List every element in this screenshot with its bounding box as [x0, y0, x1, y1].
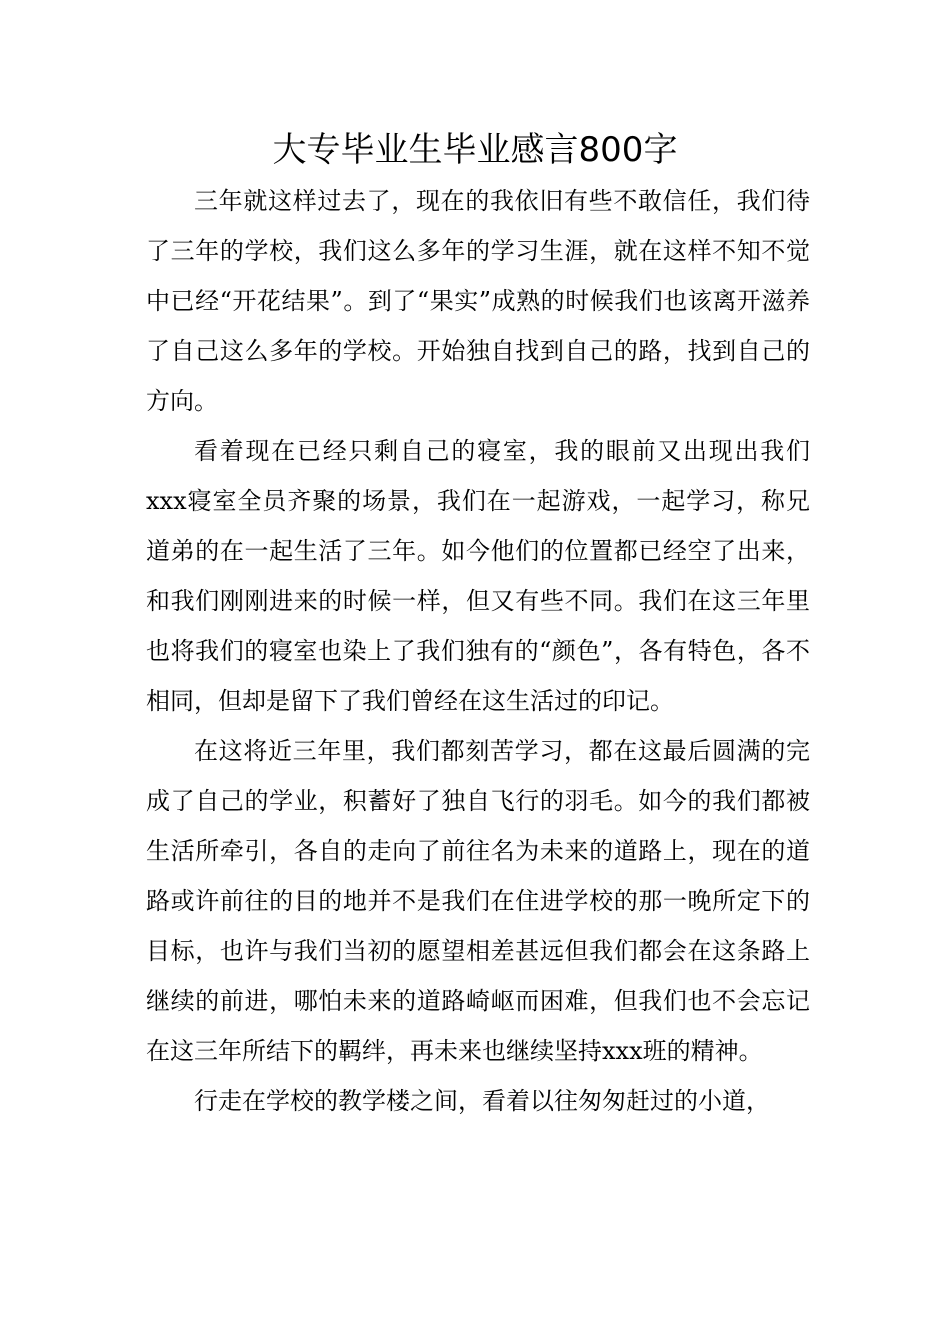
document-body: [146, 176, 810, 1126]
paragraph-1: 三年就这样过去了，现在的我依旧有些不敢信任，我们待了三年的学校，我们这么多年的学习生涯，就在这样不知不觉中已经“开花结果”。到了“果实”成熟的时候我们也该离开滋养了自己这么多年的学校。开始独自找到自己的路，找到自己的方向。: [146, 187, 810, 415]
document-title: 大专毕业生毕业感言800字: [272, 130, 678, 170]
paragraph-4: 行走在学校的教学楼之间，看着以往匆匆赶过的小道，: [194, 1087, 770, 1115]
paragraph-3: 在这将近三年里，我们都刻苦学习，都在这最后圆满的完成了自己的学业，积蓄好了独自飞行的羽毛。如今的我们都被生活所牵引，各自的走向了前往名为未来的道路上，现在的道路或许前往的目的地并不是我们在住进学校的那一晚所定下的目标，也许与我们当初的愿望相差甚远但我们都会在这条路上继续的前进，哪怕未来的道路崎岖而困难，但我们也不会忘记在这三年所结下的羁绊，再未来也继续坚持xxx班的精神。: [146, 737, 810, 1065]
paragraph-2: 看着现在已经只剩自己的寝室，我的眼前又出现出我们xxx寝室全员齐聚的场景，我们在一起游戏，一起学习，称兄道弟的在一起生活了三年。如今他们的位置都已经空了出来，和我们刚刚进来的时候一样，但又有些不同。我们在这三年里也将我们的寝室也染上了我们独有的“颜色”，各有特色，各不相同，但却是留下了我们曾经在这生活过的印记。: [146, 437, 810, 715]
